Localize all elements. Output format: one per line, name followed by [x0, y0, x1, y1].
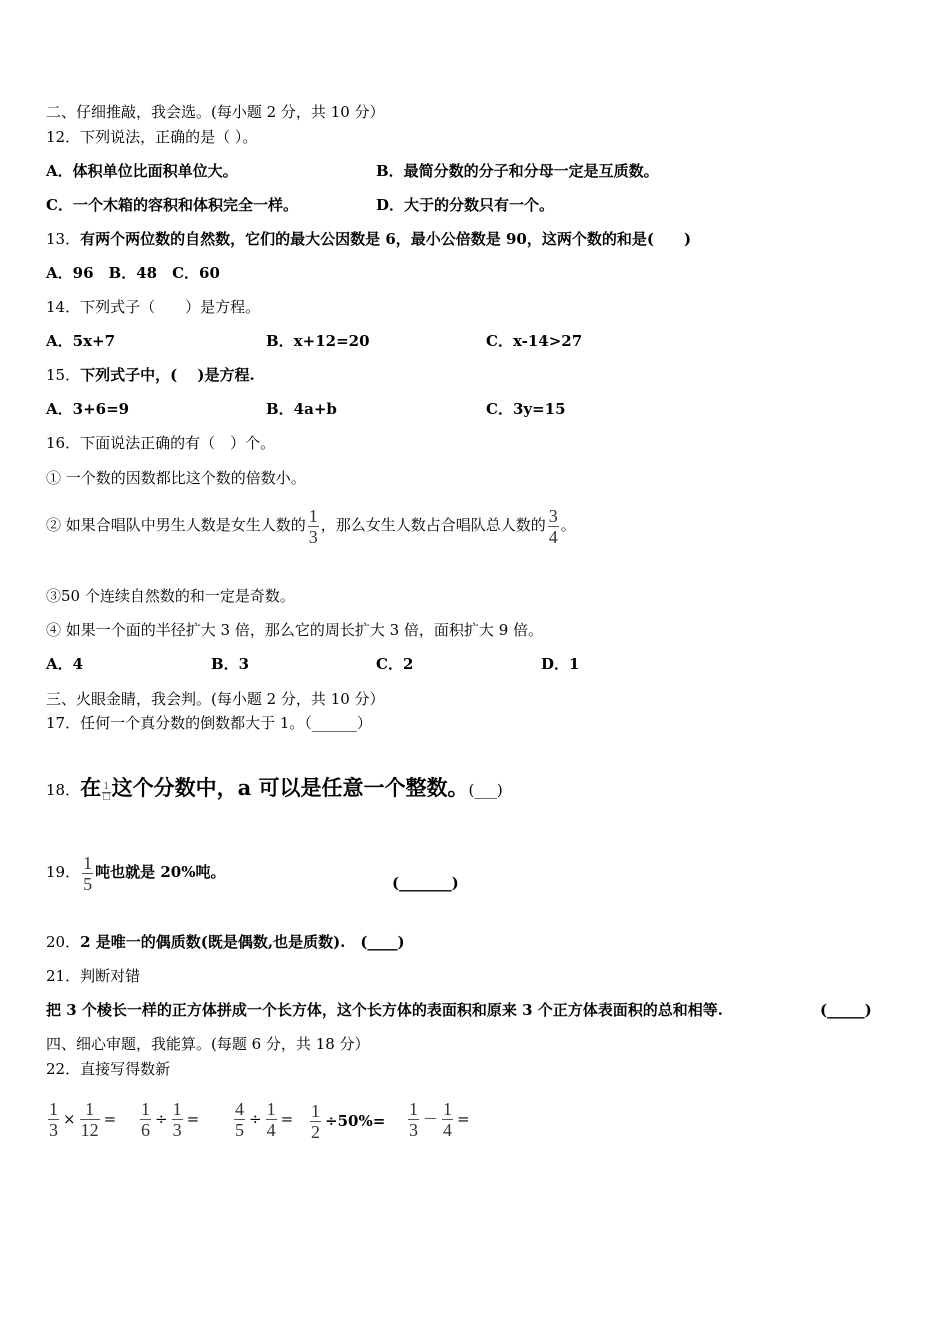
question-text: 下列说法，正确的是（ ）。	[80, 128, 258, 146]
question-title: 判断对错	[80, 967, 141, 985]
question-22	[46, 1059, 170, 1079]
statement-1: ① 一个数的因数都比这个数的倍数小。	[46, 469, 306, 487]
question-19	[46, 850, 225, 894]
question-18	[46, 766, 503, 812]
statement-text: ② 如果合唱队中男生人数是女生人数的	[46, 516, 306, 534]
option-d[interactable]: D．1	[541, 655, 580, 673]
question-number: 19．	[46, 863, 81, 881]
question-20	[46, 932, 405, 952]
question-number: 13．	[46, 230, 81, 248]
expression-rest: ÷50%=	[325, 1112, 386, 1130]
question-text: 2 是唯一的偶质数(既是偶数,也是质数). (____)	[80, 933, 405, 951]
question-number: 15．	[46, 366, 81, 384]
question-15	[46, 365, 255, 385]
question-13	[46, 229, 691, 249]
question-21	[46, 966, 140, 986]
options-row[interactable]: A．96 B．48 C．60	[46, 264, 220, 282]
expression-4	[308, 1097, 387, 1144]
equals: =	[103, 1110, 117, 1128]
operator: －	[423, 1110, 439, 1128]
option-a[interactable]: A．5x+7	[46, 332, 116, 350]
question-text: 在	[80, 775, 102, 800]
operator: ×	[63, 1110, 76, 1128]
option-c[interactable]: C．一个木箱的容积和体积完全一样。	[46, 196, 298, 214]
question-text: 下列式子中，( )是方程.	[80, 366, 255, 384]
fraction: $\frac{1}{3}$	[308, 505, 318, 547]
fraction: 1 □	[102, 782, 111, 802]
question-text: 下列式子（ ）是方程。	[80, 298, 261, 316]
statement-4: ④ 如果一个面的半径扩大 3 倍，那么它的周长扩大 3 倍，面积扩大 9 倍。	[46, 621, 544, 639]
equals: =	[186, 1110, 200, 1128]
fraction: $\frac{1}{3}$	[49, 1098, 58, 1140]
option-a[interactable]: A．4	[46, 655, 84, 673]
question-16	[46, 433, 275, 453]
question-number: 17．	[46, 714, 81, 732]
fraction: $\frac{1}{2}$	[311, 1100, 320, 1142]
fraction: $\frac{1}{4}$	[443, 1098, 453, 1140]
question-text: 吨也就是 20%吨。	[95, 863, 226, 881]
question-21-text: 把 3 个棱长一样的正方体拼成一个长方体，这个长方体的表面积和原来 3 个正方体表面积的总和相等.	[46, 1001, 723, 1019]
question-number: 21．	[46, 967, 81, 985]
fraction: $\frac{1}{5}$	[83, 852, 93, 894]
statement-2	[46, 503, 576, 547]
question-number: 12．	[46, 128, 81, 146]
expression-3	[232, 1095, 295, 1142]
question-text: 下面说法正确的有（ ）个。	[80, 434, 276, 452]
question-12	[46, 127, 257, 147]
question-number: 18．	[46, 781, 81, 799]
option-d[interactable]: D．大于的分数只有一个。	[376, 196, 555, 214]
fraction: $\frac{1}{3}$	[172, 1098, 182, 1140]
section-3-heading: 三、火眼金睛，我会判。(每小题 2 分，共 10 分）	[46, 690, 385, 708]
section-4-heading: 四、细心审题，我能算。(每题 6 分，共 18 分）	[46, 1035, 370, 1053]
expression-5	[406, 1095, 472, 1142]
fraction: $\frac{1}{12}$	[80, 1098, 99, 1140]
fraction: $\frac{4}{5}$	[235, 1098, 244, 1140]
equals: =	[280, 1110, 294, 1128]
question-text: 有两个两位数的自然数，它们的最大公因数是 6，最小公倍数是 90，这两个数的和是( )	[80, 230, 692, 248]
fraction: $\frac{1}{6}$	[141, 1098, 150, 1140]
statement-text: ，那么女生人数占合唱队总人数的	[320, 516, 546, 534]
question-number: 16．	[46, 434, 81, 452]
answer-blank[interactable]: (___)	[468, 781, 503, 799]
question-number: 20．	[46, 933, 81, 951]
option-b[interactable]: B．4a+b	[266, 400, 337, 418]
equals: =	[457, 1110, 470, 1128]
fraction: $\frac{1}{4}$	[266, 1098, 276, 1140]
option-b[interactable]: B．3	[211, 655, 250, 673]
option-c[interactable]: C．x-14>27	[486, 332, 583, 350]
operator: ÷	[249, 1110, 262, 1128]
answer-blank[interactable]: (_____)	[820, 1001, 872, 1019]
option-b[interactable]: B．x+12=20	[266, 332, 370, 350]
question-title: 直接写得数新	[80, 1060, 171, 1078]
question-number: 14．	[46, 298, 81, 316]
fraction: $\frac{1}{3}$	[409, 1098, 418, 1140]
section-2-heading: 二、仔细推敲，我会选。(每小题 2 分，共 10 分）	[46, 103, 385, 121]
question-text: 任何一个真分数的倒数都大于 1。（______）	[80, 714, 372, 732]
option-a[interactable]: A．3+6=9	[46, 400, 130, 418]
statement-3: ③50 个连续自然数的和一定是奇数。	[46, 587, 295, 605]
operator: ÷	[155, 1110, 168, 1128]
fraction: $\frac{3}{4}$	[548, 505, 558, 547]
question-number: 22．	[46, 1060, 81, 1078]
expression-2	[138, 1095, 201, 1142]
question-14	[46, 297, 260, 317]
answer-blank[interactable]: (_______)	[392, 874, 459, 892]
option-b[interactable]: B．最简分数的分子和分母一定是互质数。	[376, 162, 659, 180]
expression-1	[46, 1095, 118, 1142]
option-c[interactable]: C．3y=15	[486, 400, 566, 418]
question-17	[46, 713, 372, 733]
question-text: 这个分数中，a 可以是任意一个整数。	[111, 775, 469, 800]
option-a[interactable]: A．体积单位比面积单位大。	[46, 162, 238, 180]
option-c[interactable]: C．2	[376, 655, 414, 673]
statement-text: 。	[560, 516, 576, 534]
